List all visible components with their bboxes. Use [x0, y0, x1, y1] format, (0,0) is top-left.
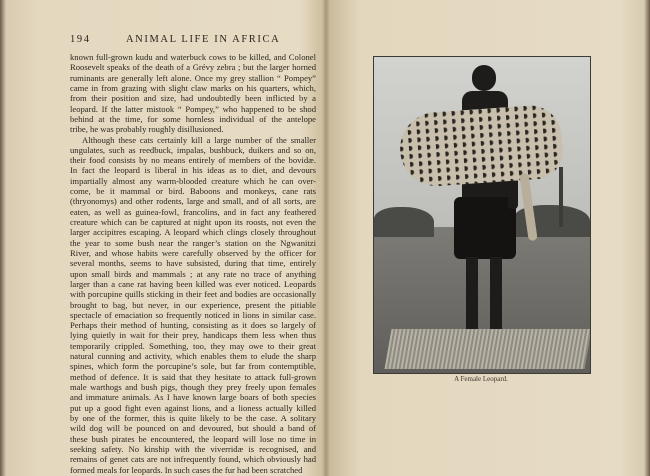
text-line: remains of genet cats are not infrequently found, which obviously had	[70, 454, 316, 465]
text-line: (thryonomys) and other rodents, large and small, and of all sorts, are	[70, 196, 316, 207]
text-line: River, and whose habits were carefully observed by the officer for	[70, 247, 316, 258]
text-line: their food consists by no means entirely of members of the bovidæ.	[70, 155, 316, 166]
text-line: come, be it mammal or bird. Baboons and monkeys, cane rats	[70, 186, 316, 197]
book-title: ANIMAL LIFE IN AFRICA	[126, 34, 281, 45]
text-line: Although these cats certainly kill a large number of the smaller	[82, 134, 316, 145]
text-line: larger accipitres escaping. A leopard which clings closely throughout	[70, 227, 316, 238]
text-line: spines, which form the porcupine’s sole, but far from contemptible,	[70, 361, 316, 372]
text-line: came in from grazing with slight claw marks on his quarters, which,	[70, 82, 316, 93]
text-line: tribe, he was probably roughly disillusioned.	[70, 124, 224, 135]
text-line: creature which can be captured at night upon its roosts, not even the	[70, 217, 316, 227]
text-line: from their position and size, had undoubtedly been inflicted by a	[70, 93, 316, 104]
text-line: brought to bag, but never, in our experience, present the pitiable	[70, 299, 316, 310]
text-line: formed meals for leopards. In such cases the fur had been scratched	[70, 464, 303, 475]
photograph-man-carrying-leopard-icon	[373, 56, 591, 374]
text-line: eaten, as well as guinea-fowl, francolins, and in fact any feathered	[70, 206, 316, 217]
text-line: upon small birds and mammals ; at any rate no trace of anything	[70, 268, 316, 279]
text-line: spectacle of emaciation so frequently noticed in lions in similar case.	[70, 309, 316, 320]
text-line: In fact the leopard is liberal in his ideas as to diet, and devours	[70, 165, 316, 176]
page-number: 194	[70, 34, 91, 45]
text-line: and immature animals. As I have known large boars of both species	[70, 392, 316, 403]
text-line: ruminants are generally left alone. Once my grey stallion “ Pompey”	[70, 72, 316, 83]
photo-caption: A Female Leopard.	[454, 375, 508, 383]
text-line: with porcupine quills sticking in their feet and bodies are occasionally	[70, 289, 316, 300]
reed-mat	[384, 329, 591, 369]
text-line: Roosevelt speaks of the death of a Grévy zebra ; but the larger horned	[70, 62, 316, 73]
text-line: several months, seems to have subsisted, during that time, entirely	[70, 258, 316, 269]
text-line: male warthogs and bush pigs, though they prey freely upon females	[70, 382, 316, 392]
text-line: by one of the former, this is quite likely to be the case. A solitary	[70, 412, 316, 423]
text-line: impartially almost any warm-blooded creature which he can over-	[70, 175, 316, 186]
text-line: put up a good fight even against lions, and a lioness actually killed	[70, 402, 316, 413]
text-line: Perhaps their method of hunting, consisting as it does so largely of	[70, 320, 316, 331]
text-line: these bush pirates be encountered, the leopard will lose no time in	[70, 433, 316, 444]
text-line: method of defence. It is said that they hesitate to attack full-grown	[70, 371, 316, 382]
leopard-pelt	[398, 103, 565, 188]
text-line: natural cunning and activity, which enables them to elude the sharp	[70, 351, 316, 362]
text-line: the year to some bush near the ranger’s station on the Ngwanitzi	[70, 237, 316, 248]
text-line: leopard. If the latter mistook “ Pompey,” who happened to be shod	[70, 103, 316, 114]
text-line: temporarily crippled. Something, too, they may owe to their great	[70, 340, 316, 351]
text-line: ungulates, such as reedbuck, impalas, bushbuck, duikers and so on,	[70, 144, 316, 155]
text-line: wild dog will be pounced on and devoured, but should a band of	[70, 423, 316, 434]
text-line: known full-grown kudu and waterbuck cows to be killed, and Colonel	[70, 52, 316, 62]
running-head	[70, 34, 316, 48]
text-line: larger than a cane rat having been killed was ever noticed. Leopards	[70, 278, 316, 289]
text-line: lying quietly in wait for their prey, handicaps them less when thus	[70, 330, 316, 341]
text-line: behind at the time, for some hornless individual of the antelope	[70, 113, 316, 124]
text-line: seeking safety. No kinship with the viverridæ is recognised, and	[70, 443, 316, 454]
body-text	[70, 52, 316, 475]
